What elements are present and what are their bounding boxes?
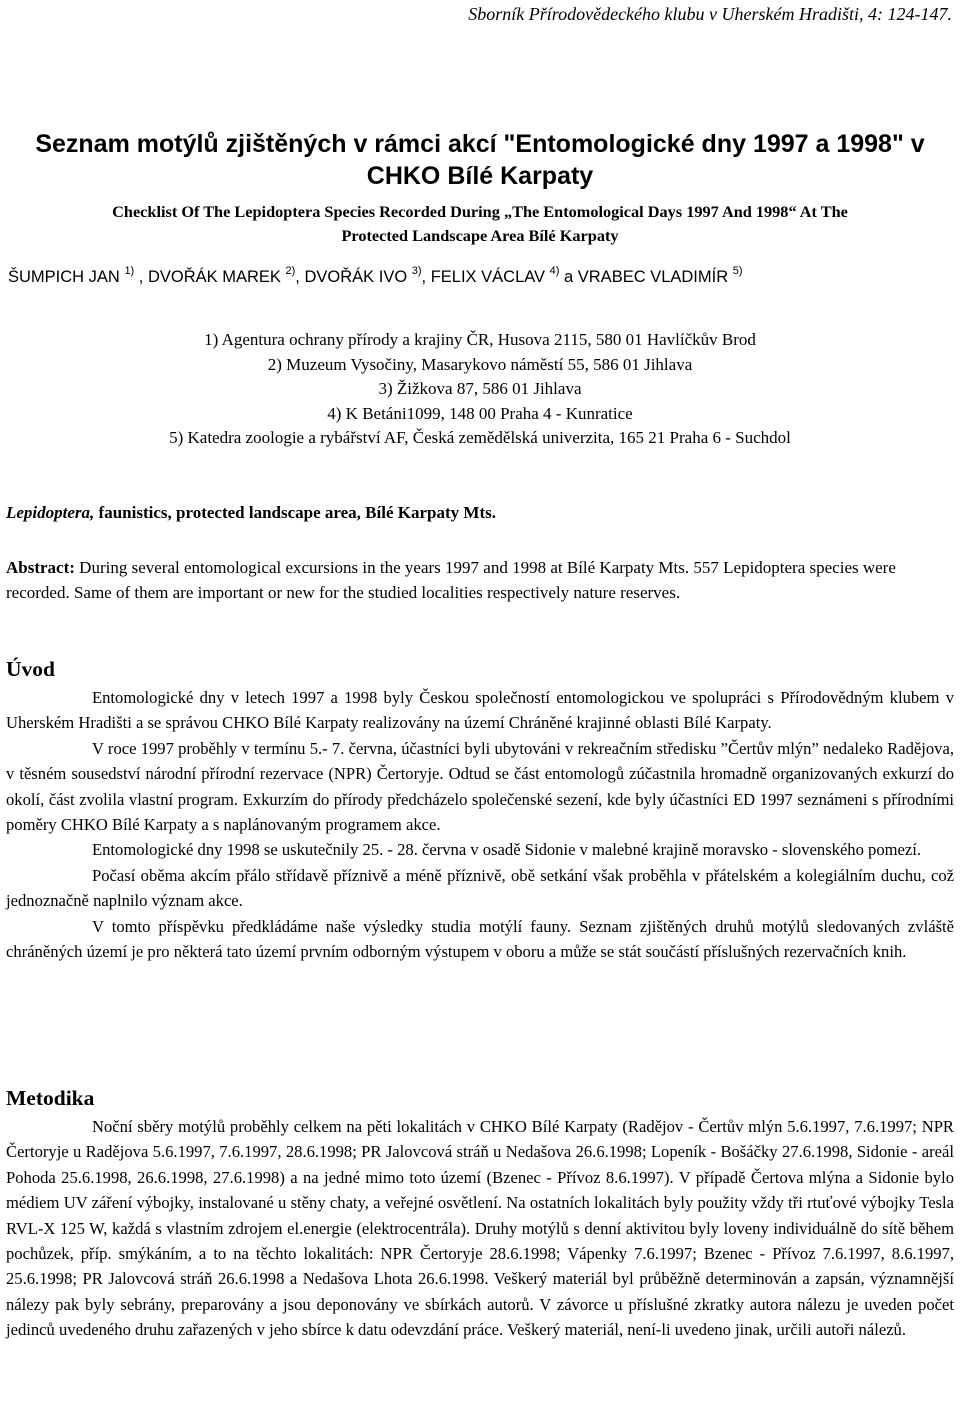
paragraph: V roce 1997 proběhly v termínu 5.- 7. června, účastníci byli ubytováni v rekreačním středisku ”Čertův mlýn” nedaleko Radějova, v těsném sousedství národní přírodní rezervace (NPR) Čertoryje. Odtud se část entomologů zúčastnila hromadně organizovaných exkurzí do okolí, část zvolila vlastní program. Exkurzím do přírody předcházelo společenské sezení, kde byly účastníci ED 1997 seznámeni s přírodními poměry CHKO Bílé Karpaty a s naplánovaným programem akce. (6, 738, 954, 835)
keyword-rest: faunistics, protected landscape area, Bílé Karpaty Mts. (94, 503, 496, 522)
paragraph: V tomto příspěvku předkládáme naše výsledky studia motýlí fauny. Seznam zjištěných druhů motýlů sledovaných zvláště chráněných území je pro některá tato území prvním odborným výstupem v oboru a může se stát součástí příslušných rezervačních knih. (6, 916, 954, 962)
author-affiliation-mark: 5) (732, 265, 743, 277)
title-english-line-2: Protected Landscape Area Bílé Karpaty (341, 226, 619, 245)
author-separator: , (134, 268, 148, 286)
keyword-italic: Lepidoptera, (6, 503, 95, 522)
title-czech-line-1: Seznam motýlů zjištěných v rámci akcí "Entomologické dny 1997 a 1998" v (35, 130, 925, 158)
paragraph: Noční sběry motýlů proběhly celkem na pěti lokalitách v CHKO Bílé Karpaty (Radějov - Čertův mlýn 5.6.1997, 7.6.1997; NPR Čertoryje u Radějova 5.6.1997, 7.6.1997, 28.6.1998; PR Jalovcová stráň u Nedašova 26.6.1998; Lopeník - Bošáčky 27.6.1998, Sidonie - areál Pohoda 25.6.1998, 26.6.1998, 27.6.1998) a na jedné mimo toto území (Bzenec - Přívoz 8.6.1997). V případě Čertova mlýna a Sidonie bylo médiem UV záření výbojky, instalované u stěny chaty, a veřejné osvětlení. Na ostatních lokalitách byly použity vždy tři rtuťové výbojky Tesla RVL-X 125 W, každá s vlastním zdrojem el.energie (elektrocentrála). Druhy motýlů s denní aktivitou byly loveny individuálně do sítě během pochůzek, příp. smýkáním, a to na těchto lokalitách: NPR Čertoryje 28.6.1998; Vápenky 7.6.1997; Bzenec - Přívoz 7.6.1997, 8.6.1997, 25.6.1998; PR Jalovcová stráň 26.6.1998 a Nedašova Lhota 26.6.1998. Veškerý materiál byl průběžně determinován a zapsán, významnější nálezy pak byly sebrány, preparovány a jsou deponovány ve sbírkách autorů. V závorce u příslušné zkratky autora nálezu je uveden počet jedinců uvedeného druhu zařazených v jeho sbírce k datu odevzdání práce. Veškerý materiál, není-li uvedeno jinak, určili autoři nálezů. (6, 1117, 954, 1340)
author-name: VRABEC VLADIMÍR (577, 268, 733, 286)
section-heading-introduction: Úvod (6, 657, 55, 681)
keywords (6, 503, 496, 523)
abstract-text: During several entomological excursions in the years 1997 and 1998 at Bílé Karpaty Mts. 557 Lepidoptera species were recorded. Same of them are important or new for the studied localities respectively nature reserves. (6, 558, 896, 602)
affiliation-list (0, 328, 960, 451)
author-affiliation-mark: 3) (411, 265, 422, 277)
author-affiliation-mark: 1) (124, 265, 135, 277)
section-introduction (6, 655, 954, 964)
author-separator: , (421, 268, 431, 286)
methods-body (6, 1114, 954, 1343)
author-name: DVOŘÁK IVO (304, 268, 412, 286)
affiliation-item: 5) Katedra zoologie a rybářství AF, Česká zemědělská univerzita, 165 21 Praha 6 - Suchdol (169, 428, 791, 448)
author-affiliation-mark: 4) (549, 265, 560, 277)
title-czech-line-2: CHKO Bílé Karpaty (366, 162, 594, 190)
journal-citation: Sborník Přírodovědeckého klubu v Uherském Hradišti, 4: 124-147. (468, 4, 952, 24)
paragraph: Entomologické dny 1998 se uskutečnily 25. - 28. června v osadě Sidonie v malebné krajině moravsko - slovenského pomezí. (92, 840, 922, 860)
affiliation-item: 4) K Betáni1099, 148 00 Praha 4 - Kunratice (327, 403, 633, 423)
author-name: ŠUMPICH JAN (8, 268, 125, 286)
author-name: DVOŘÁK MAREK (147, 268, 286, 286)
affiliation-item: 3) Žižkova 87, 586 01 Jihlava (378, 379, 582, 399)
author-list (8, 265, 960, 287)
author-separator: a (559, 268, 578, 286)
affiliation-item: 2) Muzeum Vysočiny, Masarykovo náměstí 55, 586 01 Jihlava (267, 354, 693, 374)
abstract-label: Abstract: (6, 558, 75, 577)
author-name: FELIX VÁCLAV (430, 268, 550, 286)
section-methods (6, 1084, 954, 1343)
affiliation-item: 1) Agentura ochrany přírody a krajiny ČR, Husova 2115, 580 01 Havlíčkův Brod (204, 330, 756, 349)
introduction-body (6, 685, 954, 964)
abstract (6, 555, 954, 605)
author-separator: , (295, 268, 305, 286)
paragraph: Entomologické dny v letech 1997 a 1998 byly Českou společností entomologickou ve spolupráci s Přírodovědným klubem v Uherském Hradišti a se správou CHKO Bílé Karpaty realizovány na území Chráněné krajinné oblasti Bílé Karpaty. (6, 688, 954, 733)
paragraph: Počasí oběma akcím přálo střídavě příznivě a méně příznivě, obě setkání však proběhla v přátelském a kolegiálním duchu, což jednoznačně naplnilo význam akce. (6, 865, 954, 911)
title-english-line-1: Checklist Of The Lepidoptera Species Recorded During „The Entomological Days 1997 And 1998“ At The (112, 202, 848, 221)
author-affiliation-mark: 2) (285, 265, 296, 277)
title-english (0, 200, 960, 248)
section-heading-methods: Metodika (6, 1086, 95, 1110)
title-czech (0, 128, 960, 192)
